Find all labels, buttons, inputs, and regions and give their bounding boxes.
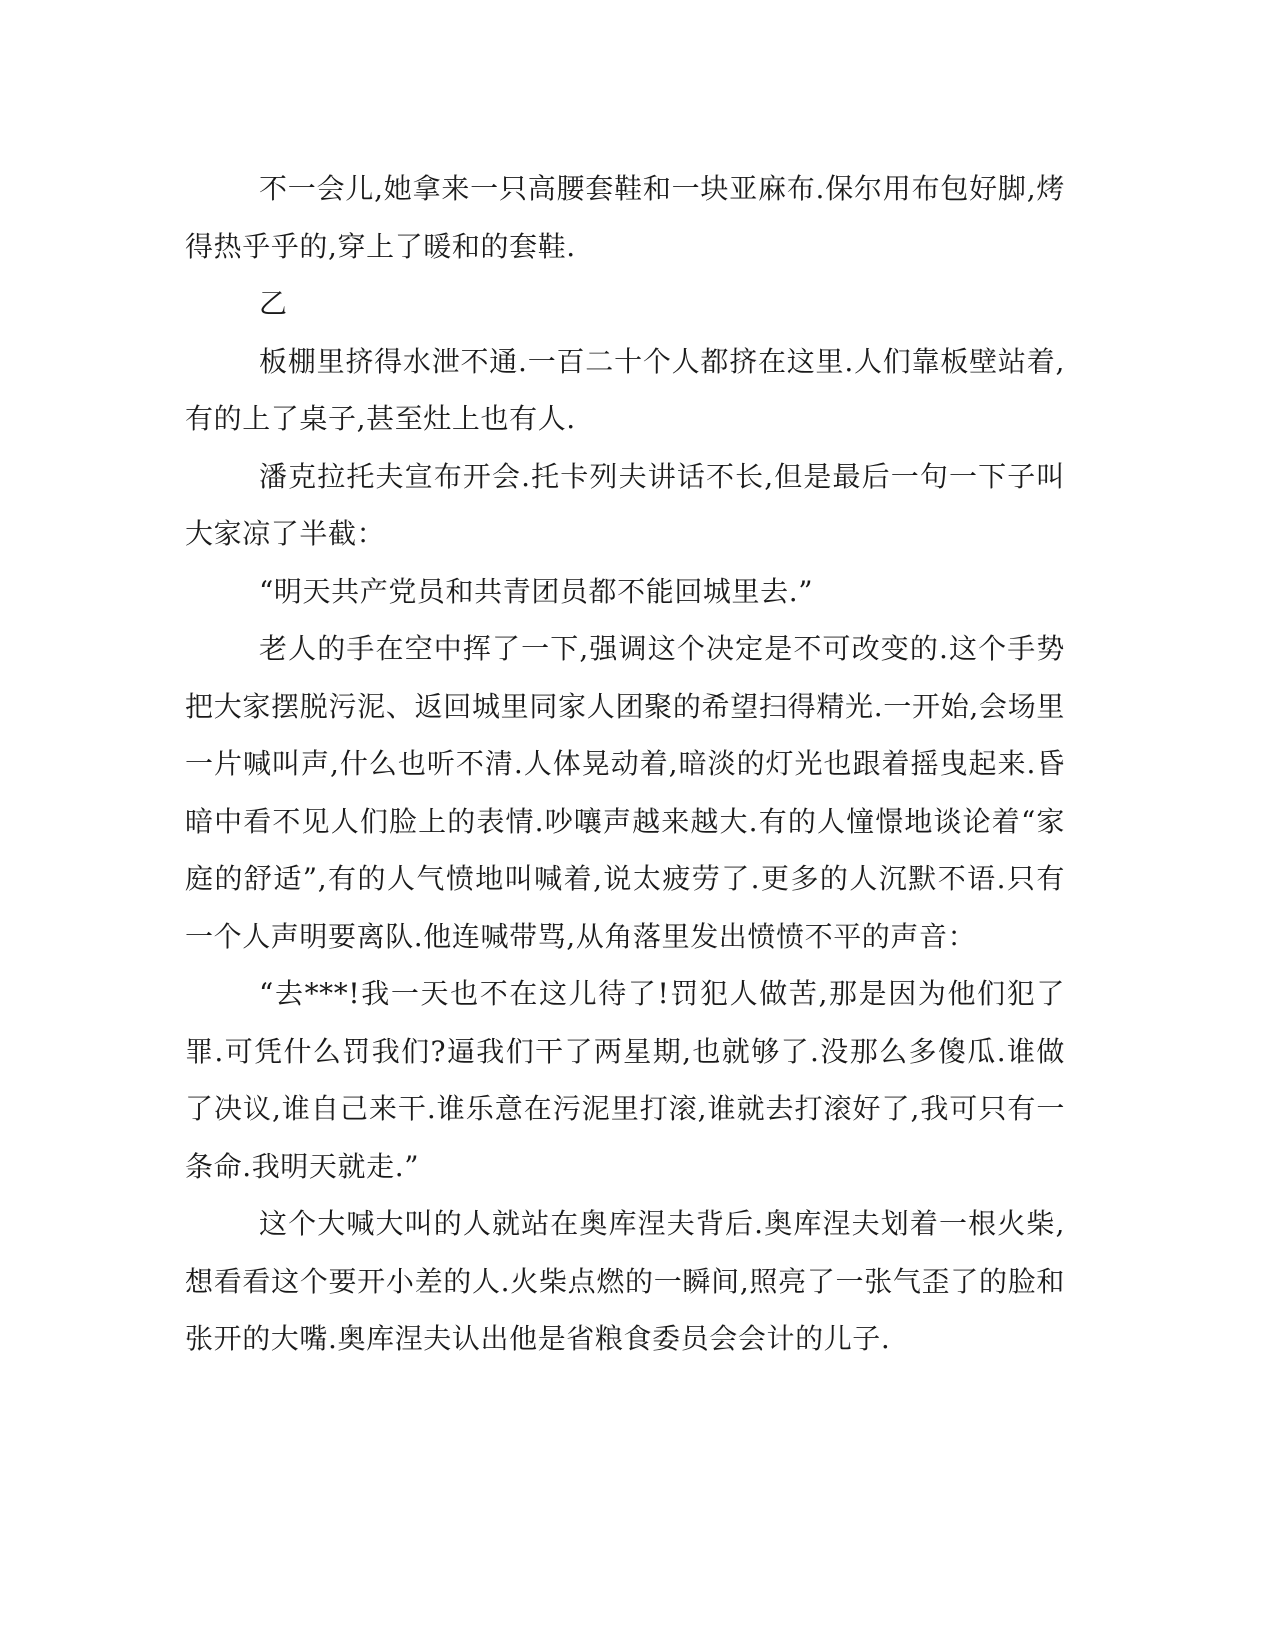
document-body [185,160,1065,1368]
paragraph: 这个大喊大叫的人就站在奥库涅夫背后.奥库涅夫划着一根火柴,想看看这个要开小差的人.火柴点燃的一瞬间,照亮了一张气歪了的脸和张开的大嘴.奥库涅夫认出他是省粮食委员会会计的儿子. [185,1207,1065,1355]
quote-paragraph: “去***!我一天也不在这儿待了!罚犯人做苦,那是因为他们犯了罪.可凭什么罚我们?逼我们干了两星期,也就够了.没那么多傻瓜.谁做了决议,谁自己来干.谁乐意在污泥里打滚,谁就去打滚好了,我可只有一条命.我明天就走.” [185,977,1065,1183]
paragraph: 老人的手在空中挥了一下,强调这个决定是不可改变的.这个手势把大家摆脱污泥、返回城里同家人团聚的希望扫得精光.一开始,会场里一片喊叫声,什么也听不清.人体晃动着,暗淡的灯光也跟着摇曳起来.昏暗中看不见人们脸上的表情.吵嚷声越来越大.有的人憧憬地谈论着“家庭的舒适”,有的人气愤地叫喊着,说太疲劳了.更多的人沉默不语.只有一个人声明要离队.他连喊带骂,从角落里发出愤愤不平的声音： [185,632,1065,953]
quote-paragraph: “明天共产党员和共青团员都不能回城里去.” [259,574,814,608]
section-marker: 乙 [259,287,288,320]
paragraph: 板棚里挤得水泄不通.一百二十个人都挤在这里.人们靠板壁站着,有的上了桌子,甚至灶上也有人. [185,344,1065,435]
paragraph: 不一会儿,她拿来一只高腰套鞋和一块亚麻布.保尔用布包好脚,烤得热乎乎的,穿上了暖和的套鞋. [185,172,1065,263]
paragraph: 潘克拉托夫宣布开会.托卡列夫讲话不长,但是最后一句一下子叫大家凉了半截： [185,459,1065,550]
